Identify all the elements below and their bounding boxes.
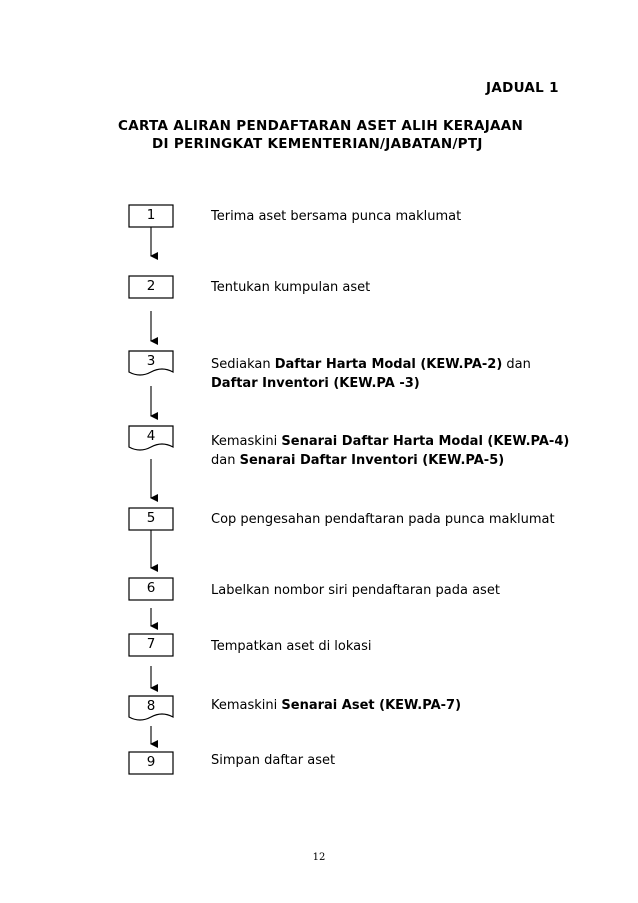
step-number-6: 6 bbox=[146, 580, 156, 596]
step-text bbox=[211, 751, 571, 770]
page-number: 12 bbox=[312, 852, 326, 863]
step-number-5: 5 bbox=[146, 510, 156, 526]
form-reference: Senarai Daftar Harta Modal (KEW.PA-4) bbox=[281, 434, 570, 449]
step-text bbox=[211, 696, 571, 715]
step-number-3: 3 bbox=[146, 353, 156, 369]
chart-title-line-2: DI PERINGKAT KEMENTERIAN/JABATAN/PTJ bbox=[152, 136, 483, 152]
form-reference: Daftar Inventori (KEW.PA -3) bbox=[211, 376, 420, 391]
step-text-segment: Tempatkan aset di lokasi bbox=[211, 639, 372, 654]
step-text bbox=[211, 637, 571, 656]
step-text-segment: Kemaskini bbox=[211, 434, 282, 449]
chart-title-line-1: CARTA ALIRAN PENDAFTARAN ASET ALIH KERAJAAN bbox=[118, 118, 524, 134]
step-text-segment: Simpan daftar aset bbox=[211, 753, 336, 768]
step-text bbox=[211, 432, 571, 470]
step-text-segment: Tentukan kumpulan aset bbox=[211, 280, 371, 295]
step-text bbox=[211, 207, 571, 226]
step-text-segment: Sediakan bbox=[211, 357, 275, 372]
step-text-segment: dan bbox=[211, 453, 240, 468]
step-text bbox=[211, 581, 571, 600]
table-label: JADUAL 1 bbox=[486, 80, 559, 96]
step-number-8: 8 bbox=[146, 698, 156, 714]
step-text-segment: Terima aset bersama punca maklumat bbox=[211, 209, 462, 224]
step-text bbox=[211, 278, 571, 297]
form-reference: Senarai Aset (KEW.PA-7) bbox=[281, 698, 462, 713]
step-number-4: 4 bbox=[146, 428, 156, 444]
form-reference: Senarai Daftar Inventori (KEW.PA-5) bbox=[239, 453, 505, 468]
step-text-segment: Kemaskini bbox=[211, 698, 282, 713]
step-number-7: 7 bbox=[146, 636, 156, 652]
step-text-segment: dan bbox=[502, 357, 531, 372]
step-number-9: 9 bbox=[146, 754, 156, 770]
form-reference: Daftar Harta Modal (KEW.PA-2) bbox=[274, 357, 503, 372]
step-number-1: 1 bbox=[146, 207, 156, 223]
step-number-2: 2 bbox=[146, 278, 156, 294]
step-text-segment: Labelkan nombor siri pendaftaran pada aset bbox=[211, 583, 500, 598]
step-text bbox=[211, 355, 571, 393]
step-text bbox=[211, 510, 571, 529]
step-text-segment: Cop pengesahan pendaftaran pada punca maklumat bbox=[211, 512, 555, 527]
